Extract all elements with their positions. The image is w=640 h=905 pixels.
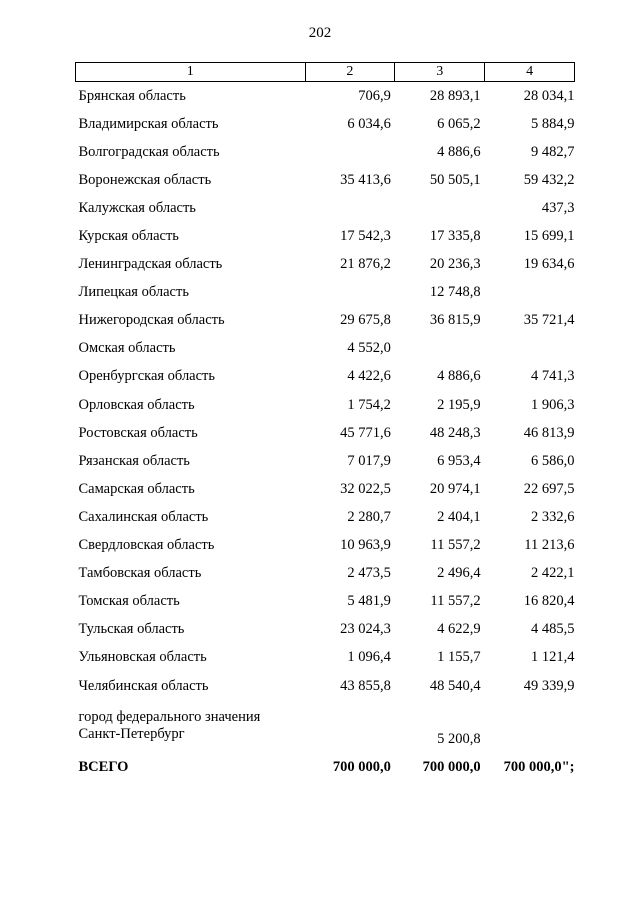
region-name: Сахалинская область (78, 508, 209, 525)
value-col-2: 1 096,4 (347, 649, 391, 666)
value-col-3: 2 496,4 (437, 565, 481, 582)
table-body (76, 82, 575, 783)
value-col-2: 21 876,2 (340, 256, 391, 273)
value-col-2 (305, 194, 395, 222)
table-row-spb (76, 700, 575, 752)
region-name: Брянская область (78, 87, 186, 104)
region-name: Орловская область (78, 396, 195, 413)
value-col-4: 4 741,3 (531, 368, 575, 385)
value-col-2: 10 963,9 (340, 537, 391, 554)
total-col-4 (485, 752, 575, 782)
value-col-4: 437,3 (541, 199, 575, 216)
value-col-4: 6 586,0 (531, 452, 575, 469)
value-col-3: 12 748,8 (429, 284, 481, 301)
region-name: Ленинградская область (78, 256, 223, 273)
value-col-4: 11 213,6 (524, 537, 575, 554)
value-col-2: 32 022,5 (340, 480, 391, 497)
table-row (76, 279, 575, 307)
value-col-3: 6 065,2 (437, 115, 481, 132)
region-name: Оренбургская область (78, 368, 216, 385)
region-name: Свердловская область (78, 537, 215, 554)
value-col-4: 19 634,6 (523, 256, 575, 273)
table-row (76, 138, 575, 166)
region-name: Липецкая область (78, 284, 189, 301)
table-row (76, 447, 575, 475)
value-col-3: 4 622,9 (437, 621, 481, 638)
region-name: Омская область (78, 340, 176, 357)
region-name: Тамбовская область (78, 565, 202, 582)
value-col-2: 35 413,6 (340, 171, 391, 188)
table-row (76, 166, 575, 194)
value-col-3: 2 195,9 (437, 396, 481, 413)
table-row (76, 335, 575, 363)
value-col-3: 11 557,2 (430, 537, 481, 554)
region-name: Калужская область (78, 199, 196, 216)
value-col-2: 5 481,9 (347, 593, 391, 610)
table-row (76, 560, 575, 588)
value-col-4: 1 906,3 (531, 396, 575, 413)
table-row (76, 363, 575, 391)
value-col-2: 7 017,9 (347, 452, 391, 469)
total-col-2: 700 000,0 (332, 758, 391, 775)
value-col-3: 5 200,8 (437, 731, 481, 748)
value-col-3: 20 236,3 (429, 256, 481, 273)
table-row (76, 644, 575, 672)
value-col-4: 28 034,1 (523, 87, 575, 104)
value-col-2: 43 855,8 (340, 677, 391, 694)
table-row (76, 672, 575, 700)
value-col-2: 23 024,3 (340, 621, 391, 638)
value-col-3: 2 404,1 (437, 508, 481, 525)
table-row-total (76, 752, 575, 782)
header-row (76, 63, 575, 82)
region-name: Самарская область (78, 480, 195, 497)
value-col-4: 59 432,2 (523, 171, 575, 188)
header-col-4: 4 (485, 63, 575, 82)
value-col-2 (305, 138, 395, 166)
value-col-3: 28 893,1 (429, 87, 481, 104)
table-row (76, 475, 575, 503)
value-col-4: 9 482,7 (531, 143, 575, 160)
header-col-3: 3 (395, 63, 485, 82)
quote-close: "; (561, 758, 575, 775)
region-name: Рязанская область (78, 452, 190, 469)
value-col-4: 15 699,1 (523, 228, 575, 245)
value-col-4: 5 884,9 (531, 115, 575, 132)
table-header (76, 63, 575, 82)
value-col-3 (395, 194, 485, 222)
table-row (76, 110, 575, 138)
value-col-3: 50 505,1 (429, 171, 481, 188)
value-col-2: 4 552,0 (347, 340, 391, 357)
table-row (76, 391, 575, 419)
table-row (76, 82, 575, 111)
value-col-3: 6 953,4 (437, 452, 481, 469)
value-col-4: 49 339,9 (523, 677, 575, 694)
value-col-3 (395, 335, 485, 363)
value-col-4: 35 721,4 (523, 312, 575, 329)
value-col-3: 48 248,3 (429, 424, 481, 441)
value-col-2: 17 542,3 (340, 228, 391, 245)
region-name-line2: Санкт-Петербург (78, 726, 185, 743)
value-col-2 (305, 700, 395, 752)
value-col-3: 36 815,9 (429, 312, 481, 329)
value-col-2: 6 034,6 (347, 115, 391, 132)
table-row (76, 588, 575, 616)
region-name (76, 700, 306, 752)
header-col-1: 1 (76, 63, 306, 82)
table-row (76, 616, 575, 644)
region-name: Тульская область (78, 621, 185, 638)
value-col-4: 1 121,4 (531, 649, 575, 666)
value-col-4: 22 697,5 (523, 480, 575, 497)
value-col-4: 2 422,1 (531, 565, 575, 582)
region-name: Ростовская область (78, 424, 198, 441)
value-col-3: 11 557,2 (430, 593, 481, 610)
value-col-3: 1 155,7 (437, 649, 481, 666)
region-name: Владимирская область (78, 115, 219, 132)
value-col-4 (485, 335, 575, 363)
region-name: Челябинская область (78, 677, 209, 694)
value-col-3: 4 886,6 (437, 368, 481, 385)
value-col-2: 29 675,8 (340, 312, 391, 329)
table-row (76, 307, 575, 335)
table-row (76, 532, 575, 560)
table-row (76, 503, 575, 531)
value-col-2: 2 280,7 (347, 508, 391, 525)
table-row (76, 194, 575, 222)
value-col-4: 46 813,9 (523, 424, 575, 441)
value-col-3: 4 886,6 (437, 143, 481, 160)
region-name: Нижегородская область (78, 312, 225, 329)
value-col-2: 4 422,6 (347, 368, 391, 385)
region-name: Курская область (78, 228, 179, 245)
region-name: Томская область (78, 593, 180, 610)
value-col-4: 4 485,5 (531, 621, 575, 638)
table-row (76, 251, 575, 279)
region-name: Волгоградская область (78, 143, 220, 160)
table-row (76, 222, 575, 250)
table-row (76, 419, 575, 447)
value-col-4: 16 820,4 (523, 593, 575, 610)
total-label: ВСЕГО (78, 758, 129, 775)
value-col-2: 2 473,5 (347, 565, 391, 582)
value-col-2: 45 771,6 (340, 424, 391, 441)
value-col-2: 1 754,2 (347, 396, 391, 413)
value-col-3: 48 540,4 (429, 677, 481, 694)
total-col-4-value: 700 000,0 (503, 758, 562, 775)
value-col-2 (305, 279, 395, 307)
value-col-3: 17 335,8 (429, 228, 481, 245)
header-col-2: 2 (305, 63, 395, 82)
region-name: Ульяновская область (78, 649, 207, 666)
value-col-4 (485, 279, 575, 307)
value-col-2: 706,9 (358, 87, 391, 104)
value-col-4 (485, 700, 575, 752)
region-name-line1: город федерального значения (78, 709, 261, 726)
value-col-3: 20 974,1 (429, 480, 481, 497)
page-number: 202 (308, 25, 332, 41)
value-col-4: 2 332,6 (531, 508, 575, 525)
allocation-table (75, 62, 575, 782)
region-name: Воронежская область (78, 171, 212, 188)
total-col-3: 700 000,0 (422, 758, 481, 775)
